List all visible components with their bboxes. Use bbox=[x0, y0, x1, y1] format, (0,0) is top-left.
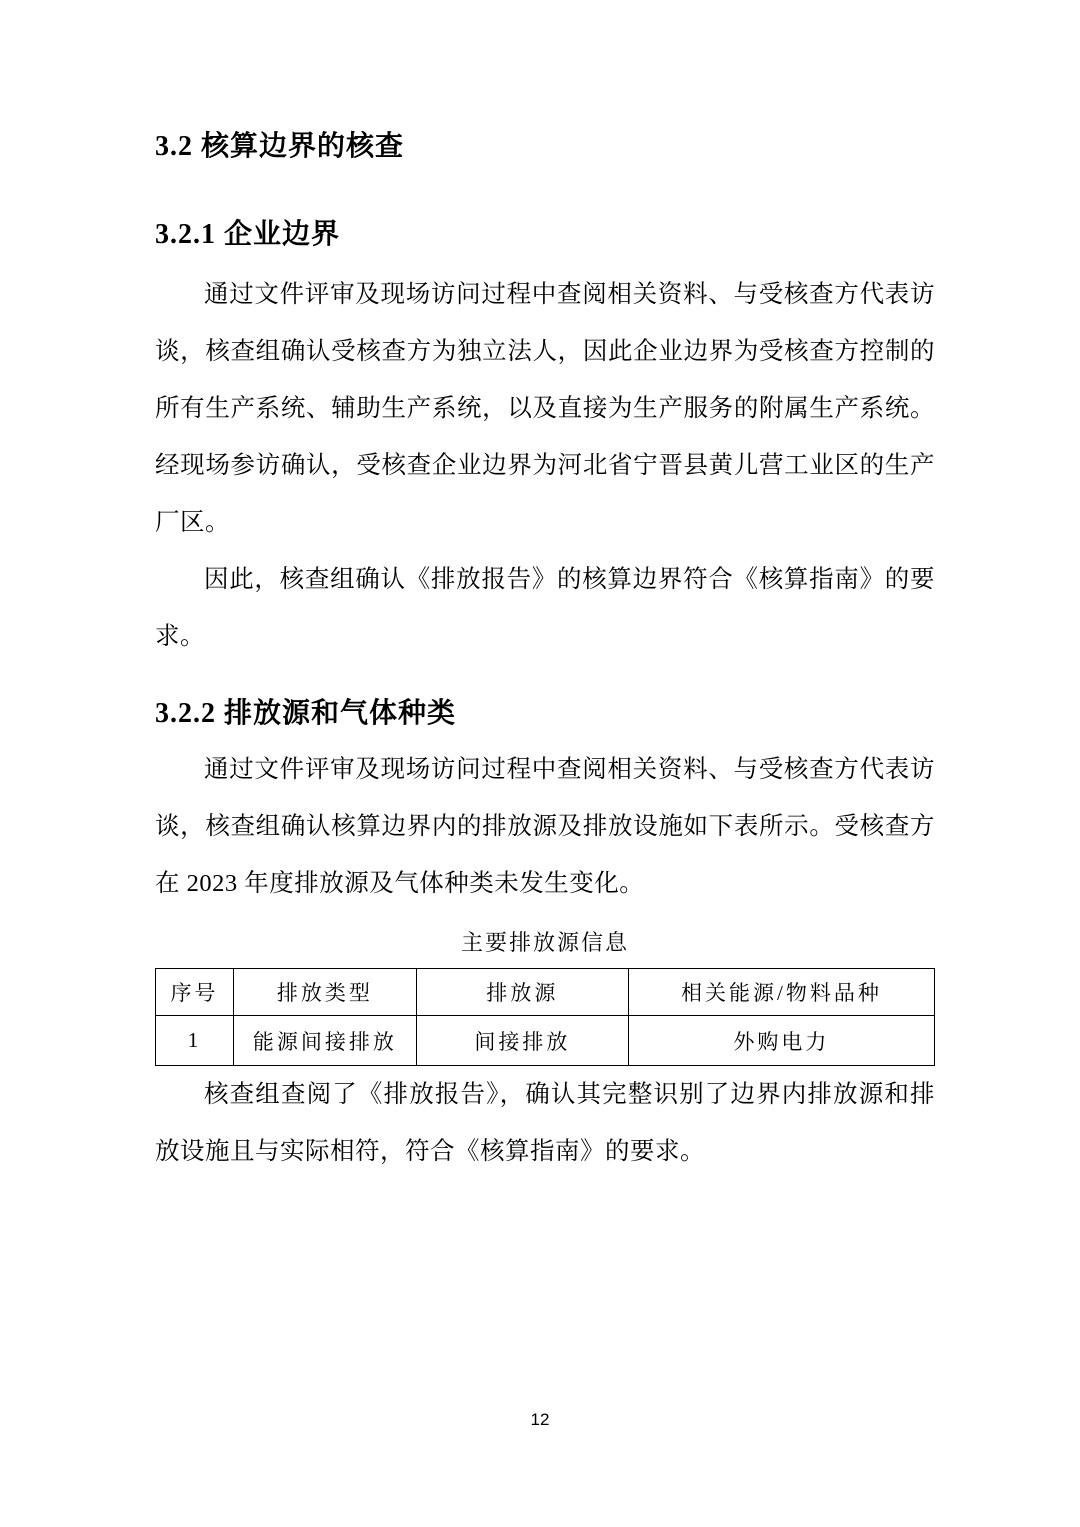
cell-emission-type: 能源间接排放 bbox=[233, 1016, 416, 1066]
cell-index: 1 bbox=[156, 1016, 234, 1066]
cell-energy-material: 外购电力 bbox=[628, 1016, 934, 1066]
paragraph-emission-sources: 通过文件评审及现场访问过程中查阅相关资料、与受核查方代表访谈，核查组确认核算边界内的排放源及排放设施如下表所示。受核查方在 2023 年度排放源及气体种类未发生变化。 bbox=[155, 756, 935, 897]
heading-section-3-2-2: 3.2.2 排放源和气体种类 bbox=[155, 698, 457, 729]
column-header-index: 序号 bbox=[156, 969, 234, 1016]
page-number: 12 bbox=[530, 1410, 550, 1429]
table-row bbox=[156, 1016, 935, 1066]
table-caption-emission-sources: 主要排放源信息 bbox=[460, 930, 629, 955]
emission-sources-table bbox=[155, 968, 935, 1066]
paragraph-enterprise-boundary: 通过文件评审及现场访问过程中查阅相关资料、与受核查方代表访谈，核查组确认受核查方为独立法人，因此企业边界为受核查方控制的所有生产系统、辅助生产系统，以及直接为生产服务的附属生产系统。经现场参访确认，受核查企业边界为河北省宁晋县黄儿营工业区的生产厂区。 bbox=[155, 281, 935, 536]
column-header-emission-source: 排放源 bbox=[416, 969, 628, 1016]
column-header-energy-material: 相关能源/物料品种 bbox=[628, 969, 934, 1016]
table-header-row bbox=[156, 969, 935, 1016]
column-header-emission-type: 排放类型 bbox=[233, 969, 416, 1016]
heading-section-3-2: 3.2 核算边界的核查 bbox=[155, 131, 405, 162]
paragraph-boundary-conclusion: 因此，核查组确认《排放报告》的核算边界符合《核算指南》的要求。 bbox=[155, 566, 935, 650]
heading-section-3-2-1: 3.2.1 企业边界 bbox=[155, 219, 341, 250]
cell-emission-source: 间接排放 bbox=[416, 1016, 628, 1066]
paragraph-report-conclusion: 核查组查阅了《排放报告》，确认其完整识别了边界内排放源和排放设施且与实际相符，符合《核算指南》的要求。 bbox=[155, 1081, 935, 1165]
